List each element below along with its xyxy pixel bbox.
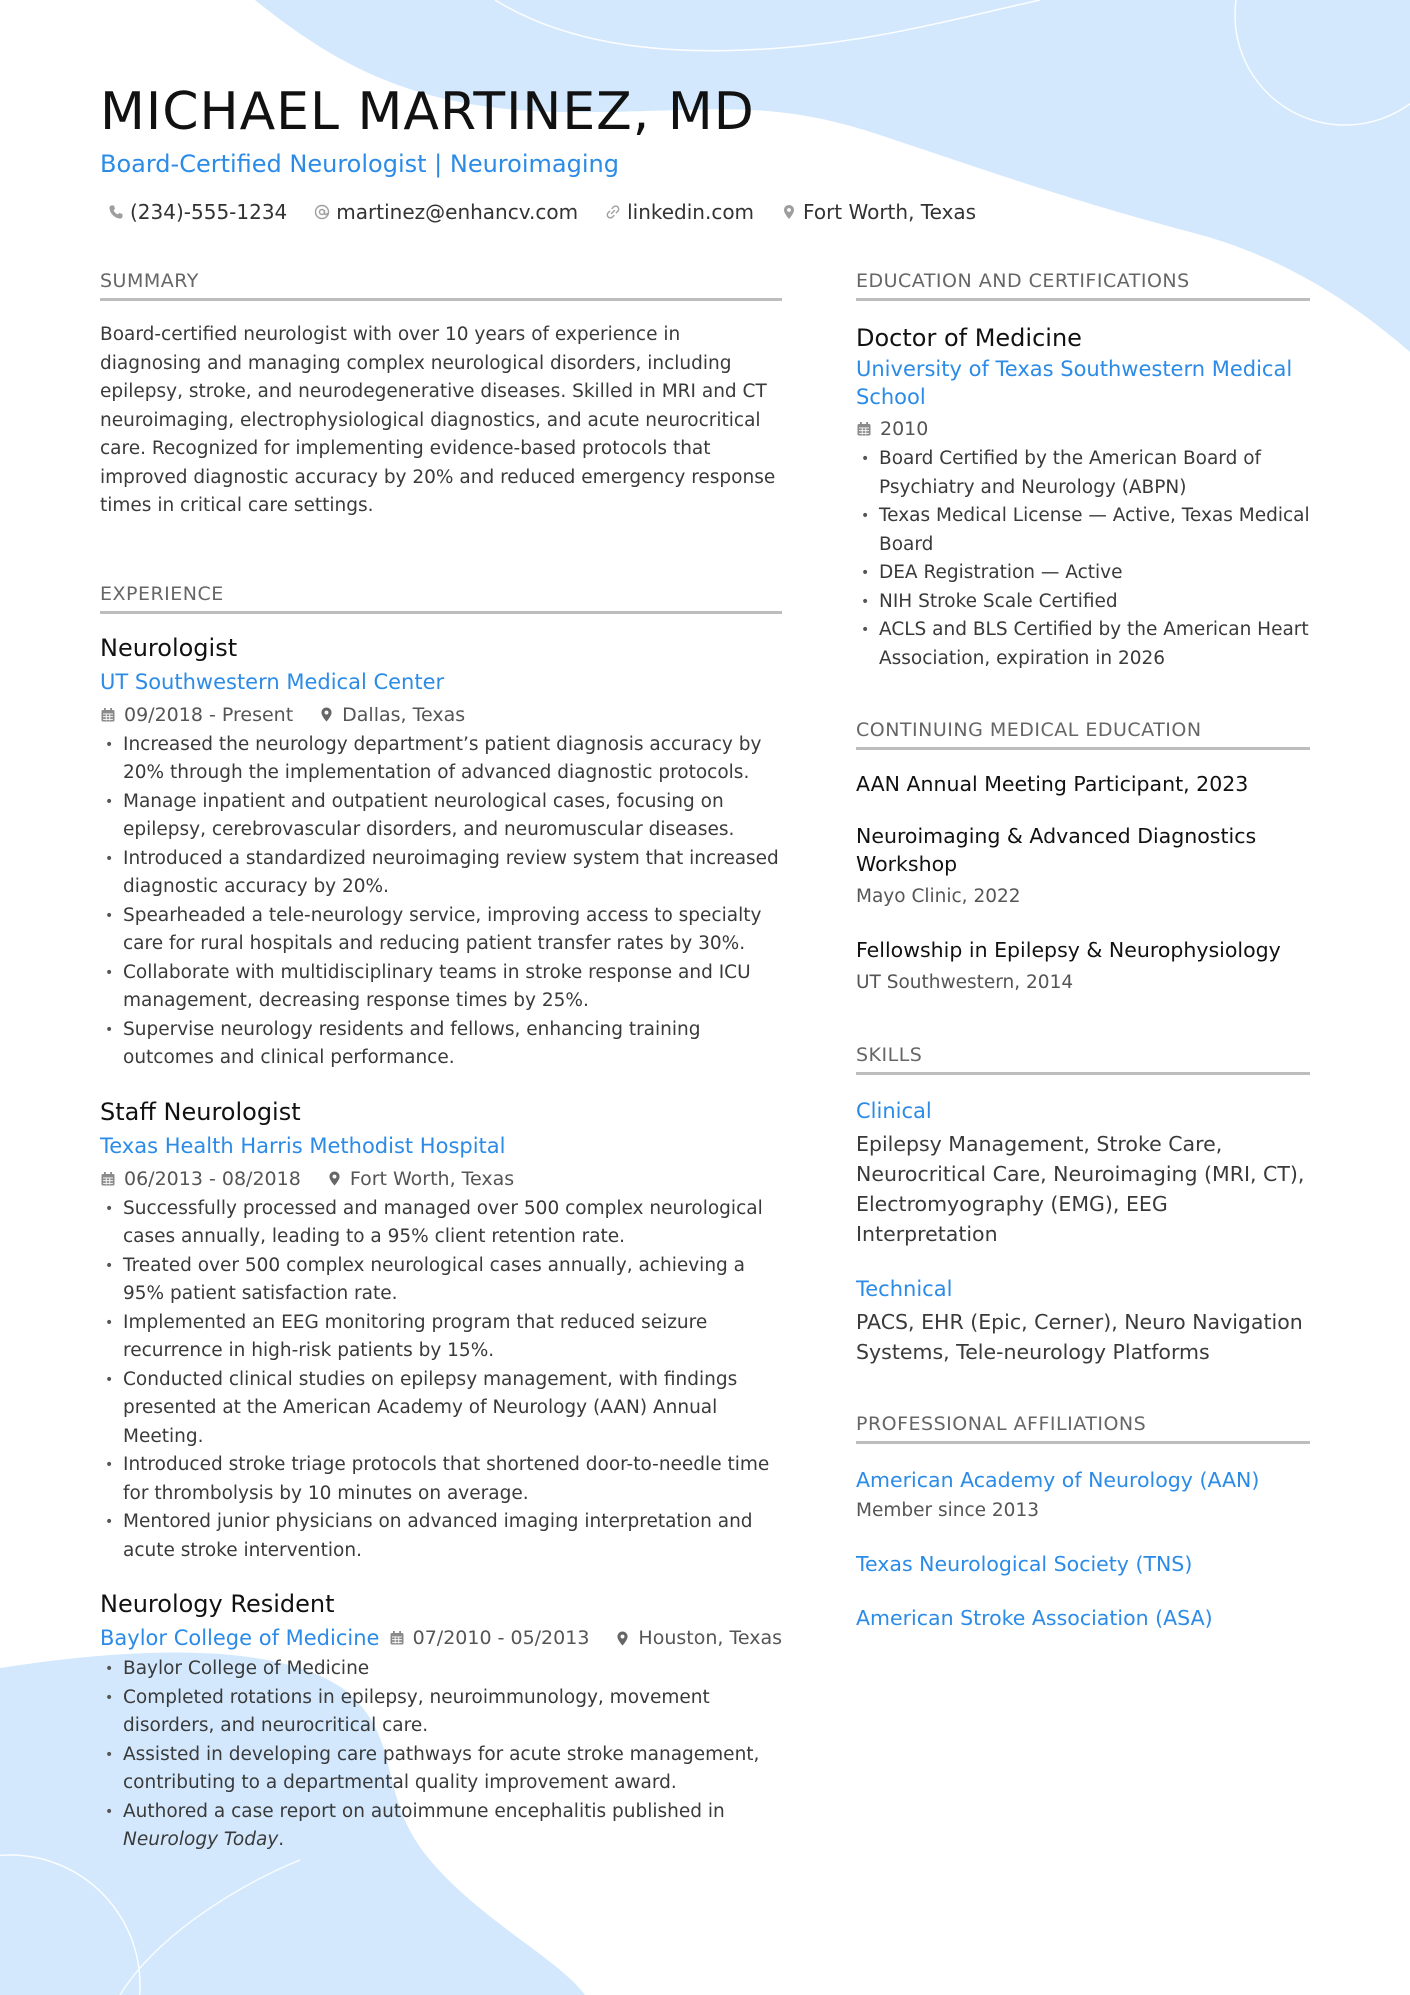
calendar-icon xyxy=(100,707,116,723)
bullet-item: • Collaborate with multidisciplinary teams in stroke response and ICU management, decreasing response times by 25%. xyxy=(100,959,782,1016)
affiliation-item xyxy=(856,1548,1310,1580)
contact-location xyxy=(781,200,976,224)
bullet-item: • Assisted in developing care pathways for acute stroke management, contributing to a departmental quality improvement award. xyxy=(100,1741,782,1798)
cme-title: Neuroimaging & Advanced Diagnostics Workshop xyxy=(856,824,1257,876)
job-role: Neurologist xyxy=(100,633,238,662)
job-location-text: Houston, Texas xyxy=(638,1627,782,1649)
cme-item xyxy=(856,822,1310,912)
link-icon xyxy=(605,204,621,220)
affiliation-name: American Stroke Association (ASA) xyxy=(856,1606,1213,1630)
job-meta xyxy=(100,699,782,731)
at-icon xyxy=(314,204,330,220)
job-dates xyxy=(100,1163,301,1195)
cme-title: Fellowship in Epilepsy & Neurophysiology xyxy=(856,938,1281,962)
bullet-item: • Manage inpatient and outpatient neurological cases, focusing on epilepsy, cerebrovascular disorders, and neuromuscular diseases. xyxy=(100,788,782,845)
job-entry xyxy=(100,1095,782,1566)
job-dates-text: 06/2013 - 08/2018 xyxy=(124,1167,301,1190)
contact-email[interactable] xyxy=(314,200,578,224)
job-dates-text: 07/2010 - 05/2013 xyxy=(412,1627,590,1649)
education-year-item xyxy=(856,413,928,445)
section-title-affiliations: PROFESSIONAL AFFILIATIONS xyxy=(856,1413,1310,1444)
affiliation-item xyxy=(856,1602,1310,1634)
section-title-cme: CONTINUING MEDICAL EDUCATION xyxy=(856,719,1310,750)
section-title-skills: SKILLS xyxy=(856,1044,1310,1075)
affiliation-subtitle: Member since 2013 xyxy=(856,1500,1039,1521)
education-section xyxy=(856,270,1310,673)
job-location-text: Fort Worth, Texas xyxy=(349,1167,515,1190)
phone-text: (234)-555-1234 xyxy=(130,200,288,224)
bullet-text: Authored a case report on autoimmune encephalitis published in xyxy=(123,1800,725,1822)
bullet-item: • Supervise neurology residents and fellows, enhancing training outcomes and clinical performance. xyxy=(100,1016,782,1073)
certification-list xyxy=(856,445,1310,673)
job-location xyxy=(615,1622,782,1654)
cme-subtitle: UT Southwestern, 2014 xyxy=(856,972,1074,993)
candidate-title: Board-Certified Neurologist | Neuroimaging xyxy=(100,150,619,178)
job-company-meta-row xyxy=(100,1621,782,1655)
contact-bar xyxy=(108,200,1003,224)
location-text: Fort Worth, Texas xyxy=(803,200,977,224)
journal-title: Neurology Today xyxy=(123,1829,279,1850)
calendar-icon xyxy=(856,421,872,437)
education-year xyxy=(856,413,1310,445)
job-location-text: Dallas, Texas xyxy=(342,703,466,726)
skills-section xyxy=(856,1044,1310,1367)
job-dates xyxy=(100,699,293,731)
bullet-item: • Implemented an EEG monitoring program that reduced seizure recurrence in high-risk patients by 15%. xyxy=(100,1309,782,1366)
job-company: Texas Health Harris Methodist Hospital xyxy=(100,1133,506,1158)
location-pin-icon xyxy=(319,706,334,723)
section-title-summary: SUMMARY xyxy=(100,270,782,301)
certification-item: • NIH Stroke Scale Certified xyxy=(856,588,1310,617)
education-school: University of Texas Southwestern Medical School xyxy=(856,357,1293,409)
location-pin-icon xyxy=(615,1630,630,1647)
skill-list: PACS, EHR (Epic, Cerner), Neuro Navigation Systems, Tele-neurology Platforms xyxy=(856,1310,1303,1364)
certification-item: • Board Certified by the American Board of Psychiatry and Neurology (ABPN) xyxy=(856,445,1310,502)
calendar-icon xyxy=(100,1171,116,1187)
job-meta xyxy=(389,1622,782,1654)
section-title-experience: EXPERIENCE xyxy=(100,583,782,614)
job-dates-text: 09/2018 - Present xyxy=(124,703,294,726)
job-location xyxy=(327,1163,514,1195)
certification-item: • DEA Registration — Active xyxy=(856,559,1310,588)
cme-section xyxy=(856,719,1310,998)
contact-linkedin[interactable] xyxy=(605,200,754,224)
cme-subtitle: Mayo Clinic, 2022 xyxy=(856,886,1021,907)
education-degree: Doctor of Medicine xyxy=(856,324,1082,352)
phone-icon xyxy=(108,204,124,220)
bullet-item: • Baylor College of Medicine xyxy=(100,1655,782,1684)
location-pin-icon xyxy=(327,1170,342,1187)
job-meta xyxy=(100,1163,782,1195)
email-text[interactable]: martinez@enhancv.com xyxy=(336,200,579,224)
job-entry xyxy=(100,631,782,1073)
summary-section xyxy=(100,270,782,521)
left-column xyxy=(100,270,782,1869)
job-company: UT Southwestern Medical Center xyxy=(100,669,445,694)
bullet-item: • Spearheaded a tele-neurology service, improving access to specialty care for rural hospitals and reducing patient transfer rates by 30%. xyxy=(100,902,782,959)
affiliation-name: Texas Neurological Society (TNS) xyxy=(856,1552,1193,1576)
bullet-suffix: . xyxy=(278,1829,285,1850)
affiliation-item xyxy=(856,1464,1310,1526)
job-role: Staff Neurologist xyxy=(100,1097,301,1126)
job-dates xyxy=(389,1622,590,1654)
affiliation-name: American Academy of Neurology (AAN) xyxy=(856,1468,1260,1492)
job-bullets xyxy=(100,1655,782,1855)
summary-text: Board-certified neurologist with over 10 years of experience in diagnosing and managing complex neurological disorders, including epilepsy, stroke, and neurodegenerative diseases. Skilled in MRI and CT neuroimaging, electrophysiological diagnostics, and acute neurocritical care. Recognized for implementing evidence-based protocols that improved diagnostic accuracy by 20% and reduced emergency response times in critical care settings. xyxy=(100,324,776,516)
cme-item xyxy=(856,770,1310,798)
experience-section xyxy=(100,583,782,1855)
certification-item: • Texas Medical License — Active, Texas Medical Board xyxy=(856,502,1310,559)
bullet-item: • Successfully processed and managed over 500 complex neurological cases annually, leading to a 95% client retention rate. xyxy=(100,1195,782,1252)
cme-item xyxy=(856,936,1310,998)
bullet-item: • Introduced stroke triage protocols that shortened door-to-needle time for thrombolysis by 10 minutes on average. xyxy=(100,1451,782,1508)
skill-list: Epilepsy Management, Stroke Care, Neurocritical Care, Neuroimaging (MRI, CT), Electromyography (EMG), EEG Interpretation xyxy=(856,1132,1305,1246)
education-year-text: 2010 xyxy=(880,418,929,440)
location-pin-icon xyxy=(781,204,797,220)
skill-category: Clinical xyxy=(856,1099,932,1123)
section-title-education: EDUCATION AND CERTIFICATIONS xyxy=(856,270,1310,301)
job-entry xyxy=(100,1587,782,1855)
right-column xyxy=(856,270,1310,1656)
bullet-item: • Completed rotations in epilepsy, neuroimmunology, movement disorders, and neurocritical care. xyxy=(100,1684,782,1741)
bullet-item: • Conducted clinical studies on epilepsy management, with findings presented at the American Academy of Neurology (AAN) Annual Meeting. xyxy=(100,1366,782,1452)
job-bullets xyxy=(100,1195,782,1566)
bullet-item: • Treated over 500 complex neurological cases annually, achieving a 95% patient satisfaction rate. xyxy=(100,1252,782,1309)
job-bullets xyxy=(100,731,782,1073)
contact-phone xyxy=(108,200,287,224)
bullet-item: • Mentored junior physicians on advanced imaging interpretation and acute stroke intervention. xyxy=(100,1508,782,1565)
job-location xyxy=(319,699,465,731)
candidate-name: MICHAEL MARTINEZ, MD xyxy=(100,82,755,142)
bullet-item: • Increased the neurology department’s patient diagnosis accuracy by 20% through the implementation of advanced diagnostic protocols. xyxy=(100,731,782,788)
bullet-item: • Introduced a standardized neuroimaging review system that increased diagnostic accuracy by 20%. xyxy=(100,845,782,902)
affiliations-section xyxy=(856,1413,1310,1634)
job-company: Baylor College of Medicine xyxy=(100,1626,380,1650)
linkedin-text[interactable]: linkedin.com xyxy=(627,200,755,224)
cme-title: AAN Annual Meeting Participant, 2023 xyxy=(856,772,1249,796)
calendar-icon xyxy=(389,1630,405,1646)
job-role: Neurology Resident xyxy=(100,1590,335,1618)
skill-category: Technical xyxy=(856,1277,953,1301)
certification-item: • ACLS and BLS Certified by the American Heart Association, expiration in 2026 xyxy=(856,616,1310,673)
bullet-item xyxy=(100,1798,782,1855)
